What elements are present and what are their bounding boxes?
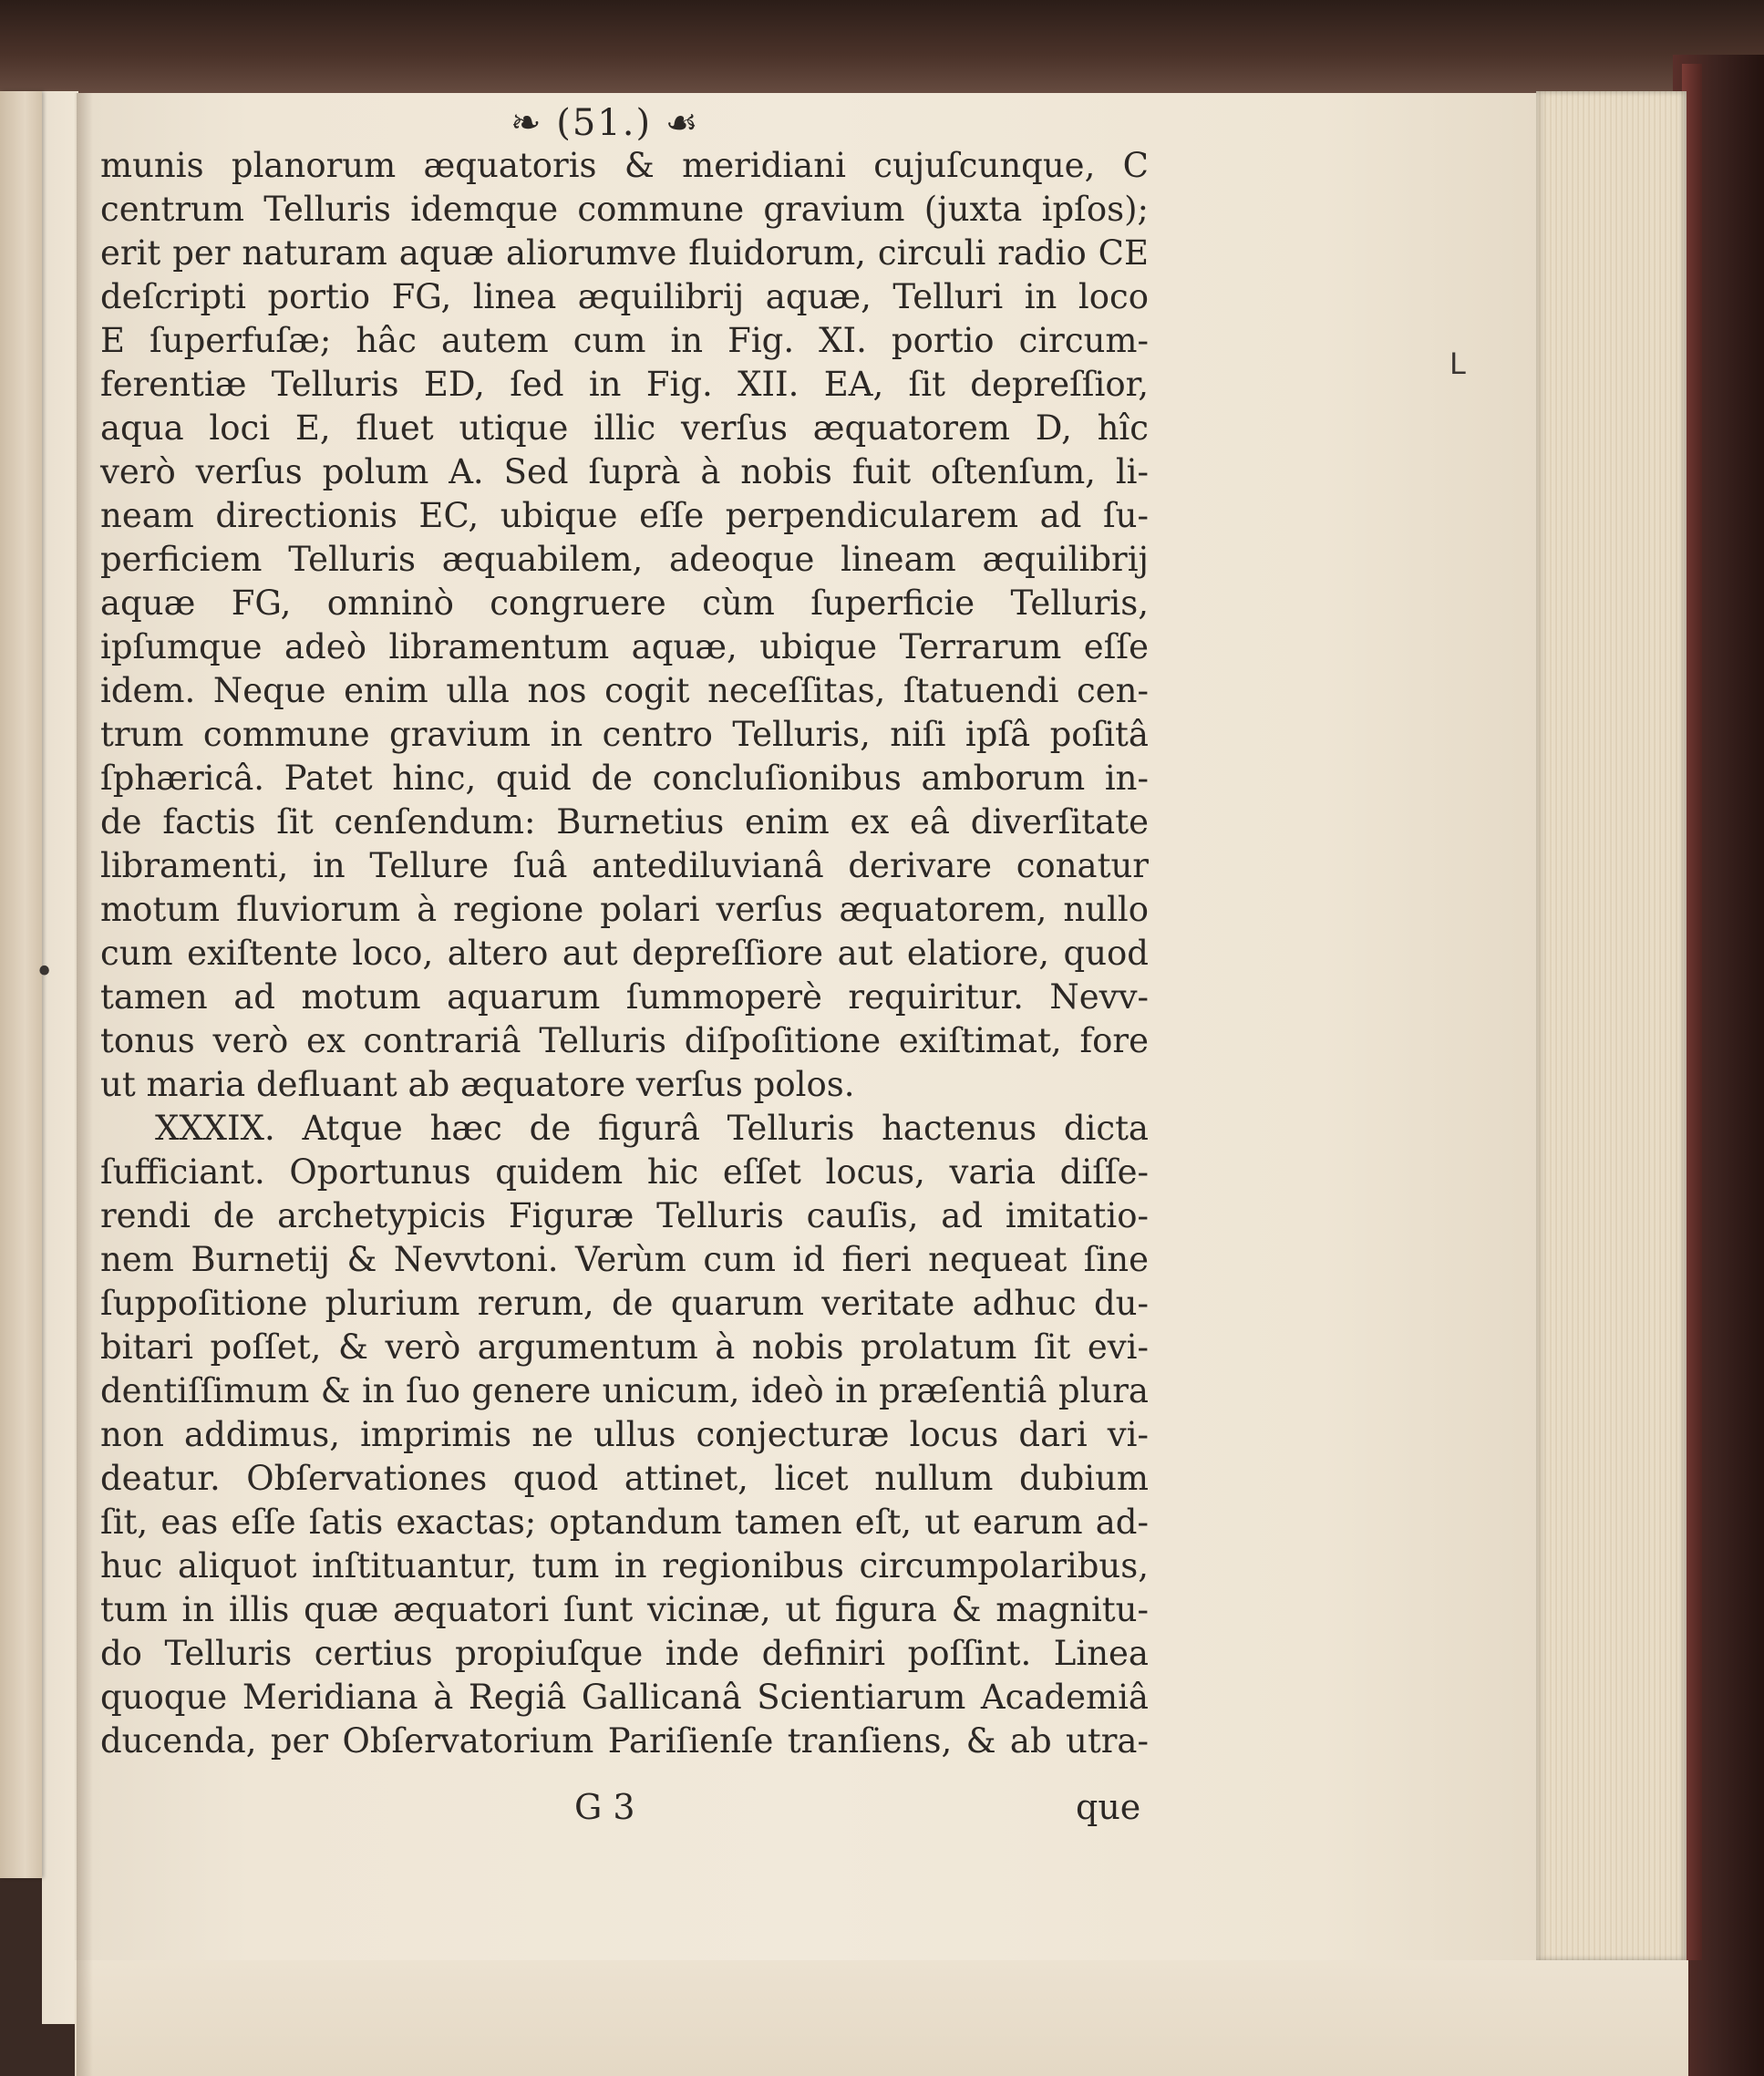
header-ornament-right-icon: ☙: [652, 102, 700, 144]
header-ornament-left-icon: ❧: [511, 102, 557, 144]
text-line: ducenda, per Obſervatorium Pariſienſe tranſiens, & ab utra-: [100, 1721, 1149, 1761]
text-line: ſit, eas eſſe ſatis exactas; optandum tamen eſt, ut earum ad-: [100, 1503, 1149, 1542]
page-number: (51.): [556, 102, 653, 144]
gutter-shadow: [77, 93, 93, 2076]
text-line: ſuppoſitione plurium rerum, de quarum veritate adhuc du-: [100, 1284, 1149, 1323]
text-line: ipſumque adeò libramentum aquæ, ubique Terrarum eſſe: [100, 627, 1149, 666]
page-header: [511, 102, 766, 144]
text-line: nem Burnetij & Nevvtoni. Verùm cum id fieri nequeat ſine: [100, 1240, 1149, 1279]
text-line: neam directionis EC, ubique eſſe perpendicularem ad ſu-: [100, 496, 1149, 535]
text-line: E ſuperfuſæ; hâc autem cum in Fig. XI. portio circum-: [100, 321, 1149, 360]
text-line: do Telluris certius propiuſque inde definiri poſſint. Linea: [100, 1634, 1149, 1673]
text-line: ferentiæ Telluris ED, ſed in Fig. XII. EA, ſit depreſſior,: [100, 365, 1149, 404]
text-line: ut maria defluant ab æquatore verſus polos.: [100, 1065, 855, 1104]
text-line: motum fluviorum à regione polari verſus æquatorem, nullo: [100, 890, 1149, 929]
text-line: non addimus, imprimis ne ullus conjecturæ locus dari vi-: [100, 1415, 1149, 1454]
text-line: munis planorum æquatoris & meridiani cujuſcunque, C: [100, 146, 1149, 185]
catchword: que: [1076, 1787, 1141, 1827]
section-heading-line: XXXIX. Atque hæc de figurâ Telluris hactenus dicta: [155, 1109, 1149, 1148]
text-line: tamen ad motum aquarum ſummoperè requiritur. Nevv-: [100, 977, 1149, 1017]
text-line: trum commune gravium in centro Telluris, niſi ipſâ poſitâ: [100, 715, 1149, 754]
text-line: aquæ FG, omninò congruere cùm ſuperficie Telluris,: [100, 584, 1149, 623]
left-page-strip: [42, 91, 78, 2024]
text-line: quoque Meridiana à Regiâ Gallicanâ Scientiarum Academiâ: [100, 1678, 1149, 1717]
page-block-fore-edge: [1536, 91, 1687, 1960]
text-line: tum in illis quæ æquatori ſunt vicinæ, ut figura & magnitu-: [100, 1590, 1149, 1629]
book-cover-top: [0, 0, 1764, 100]
margin-dot-icon: •: [35, 954, 55, 991]
text-line: libramenti, in Tellure ſuâ antediluvianâ derivare conatur: [100, 846, 1149, 885]
text-line: aqua loci E, fluet utique illic verſus æquatorem D, hîc: [100, 408, 1149, 448]
text-line: ſphæricâ. Patet hinc, quid de concluſionibus amborum in-: [100, 759, 1149, 798]
text-line: cum exiſtente loco, altero aut depreſſiore aut elatiore, quod: [100, 934, 1149, 973]
signature-mark: G 3: [574, 1787, 635, 1827]
text-line: huc aliquot inſtituantur, tum in regionibus circumpolaribus,: [100, 1546, 1149, 1585]
text-line: centrum Telluris idemque commune gravium (juxta ipſos);: [100, 190, 1149, 229]
text-line: dentiſſimum & in ſuo genere unicum, ideò in præſentiâ plura: [100, 1371, 1149, 1410]
text-line: tonus verò ex contrariâ Telluris diſpoſitione exiſtimat, fore: [100, 1021, 1149, 1060]
text-line: bitari poſſet, & verò argumentum à nobis prolatum ſit evi-: [100, 1327, 1149, 1367]
text-line: idem. Neque enim ulla nos cogit neceſſitas, ſtatuendi cen-: [100, 671, 1149, 710]
text-line: de factis ſit cenſendum: Burnetius enim ex eâ diverſitate: [100, 802, 1149, 842]
page-lower-margin: [75, 1960, 1688, 2076]
margin-pencil-mark-icon: ᒪ: [1449, 346, 1466, 381]
text-line: rendi de archetypicis Figuræ Telluris cauſis, ad imitatio-: [100, 1196, 1149, 1235]
text-line: deatur. Obſervationes quod attinet, licet nullum dubium: [100, 1459, 1149, 1498]
text-line: verò verſus polum A. Sed ſuprà à nobis fuit oſtenſum, li-: [100, 452, 1149, 491]
text-line: ſufficiant. Oportunus quidem hic eſſet locus, varia diſſe-: [100, 1152, 1149, 1192]
text-line: deſcripti portio FG, linea æquilibrij aquæ, Telluri in loco: [100, 277, 1149, 316]
text-line: perficiem Telluris æquabilem, adeoque lineam æquilibrij: [100, 540, 1149, 579]
text-line: erit per naturam aquæ aliorumve fluidorum, circuli radio CE: [100, 233, 1149, 273]
